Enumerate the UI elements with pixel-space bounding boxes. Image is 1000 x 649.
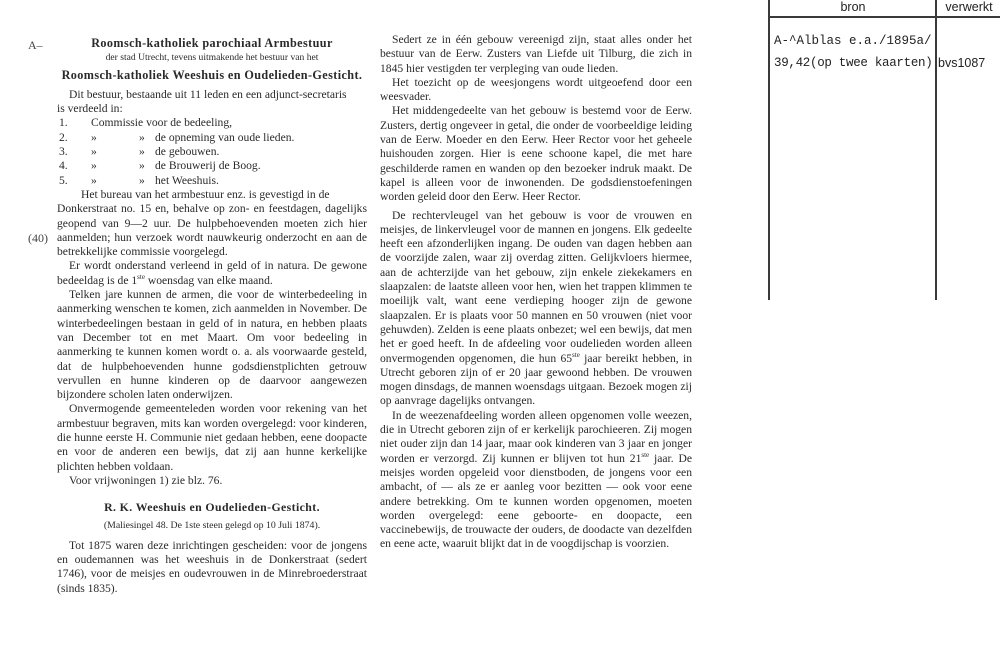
heading-weeshuis: Roomsch-katholiek Weeshuis en Oudelieden-Gesticht. <box>61 67 363 82</box>
paragraph-tot-1875: Tot 1875 waren deze inrichtingen gescheiden: voor de jongens en oudemannen was het weeshuis in de Donkerstraat (sedert 1746), voor de meisjes en oudevrouwen in de Minrebroederstraat (sinds 1835). <box>57 538 367 595</box>
intro-line-2: is verdeeld in: <box>57 102 123 116</box>
table-cell-verwerkt: bvs1087 <box>938 56 986 70</box>
paragraph-rechtervleugel: De rechtervleugel van het gebouw is voor de vrouwen en meisjes, de linkervleugel voor de mannen en jongens. Elk gedeelte heeft een afzonderlijken ingang. De ouden van dagen hebben aan de voorzijde zalen, waar zij overdag zitten. Gelijkvloers hiermee, aan de achterzijde van het gebouw, zijn enkele ziekekamers en slaapzalen: de laatste alleen voor hen, wien het trappen klimmen te moeilijk valt, want eene verdieping hooger zijn de gewone slaapzalen. Er is plaats voor 50 mannen en 50 vrouwen (niet voor gehuwden). Zelden is eene plaats onbezet; wel een bewijs, dat men het er goed heeft. In de afdeeling voor oudelieden worden alleen onvermogenden opgenomen, die hun 65ste jaar bereikt hebben, in Utrecht geboren zijn of er 20 jaar gewoond hebben. De vrouwen mogen dinsdags, de mannen woensdags uitgaan. Bezoek mogen zij op aanvrage dagelijks ontvangen. <box>380 208 692 408</box>
table-cell-bron-line-2: 39,42(op twee kaarten) <box>774 56 933 70</box>
section-title-weeshuis: R. K. Weeshuis en Oudelieden-Gesticht. <box>104 500 320 515</box>
commission-list <box>57 116 367 187</box>
section-subtitle-maliesingel: (Maliesingel 48. De 1ste steen gelegd op 10 Juli 1874). <box>103 519 321 531</box>
column-header-bron: bron <box>840 0 866 14</box>
table-header-rule <box>768 16 1000 18</box>
page-reference-note: (40) <box>28 231 48 245</box>
list-item: 5. » » het Weeshuis. <box>59 173 219 187</box>
table-cell-bron-line-1: A-^Alblas e.a./1895a/ <box>774 34 932 48</box>
left-text-column <box>57 36 367 596</box>
paragraph-weezenafdeeling: In de weezenafdeeling worden alleen opgenomen volle weezen, die in Utrecht geboren zijn of er kerkelijk parochieeren. Zij mogen niet ouder zijn dan 14 jaar, maar ook kinderen van 3 jaar en jonger worden er verzorgd. Zij kunnen er blijven tot hun 21ste jaar. De meisjes worden opgeleid voor dienstboden, de jongens voor een ambacht, of — als ze er aanleg voor bezitten — ook voor eene andere betrekking. Om te kunnen worden opgenomen, moeten worden overgelegd: eene geboorte- en doopacte, een vaccinebewijs, de trouwacte der ouders, de doodacte van dezelfden en eene acte, waaruit blijkt dat in de voogdijschap is voorzien. <box>380 408 692 551</box>
table-border-left <box>768 0 770 300</box>
paragraph-vrijwoningen: Voor vrijwoningen 1) zie blz. 76. <box>69 473 223 487</box>
paragraph-sedert: Sedert ze in één gebouw vereenigd zijn, staat alles onder het bestuur van de Eerw. Zusters van Liefde uit Tilburg, die zich in 1845 hier vestigden ter verpleging van oude lieden. <box>380 33 692 75</box>
paragraph-onderstand: Er wordt onderstand verleend in geld of in natura. De gewone bedeeldag is de 1ste woensdag van elke maand. <box>57 259 367 287</box>
paragraph-middengedeelte: Het middengedeelte van het gebouw is bestemd voor de Eerw. Zusters, dertig ongeveer in getal, die onder de voorbeeldige leiding van de Eerw. Moeder en den Eerw. Heer Rector voor het geheele huishouden zorgen. Hier is eene schoone kapel, die met hare geschilderde ramen en wanden op den bezoeker indruk maakt. De kapel is alleen voor de inwonenden. De godsdienstoefeningen worden geleid door den Eerw. Heer Rector. <box>380 104 692 204</box>
paragraph-winterbedeeling: Telken jare kunnen de armen, die voor de winterbedeeling in aanmerking wenschen te komen, zich aanmelden in November. De winterbedeelingen bestaan in geld of in natura, en hebben plaats van December tot en met Maart. Om voor bedeeling in aanmerking te kunnen komen wordt o. a. als voorwaarde gesteld, dat de hulpbehoevenden hunne godsdienstplichten getrouw vervullen en hunne kinderen op de daarvoor aangewezen bijzondere scholen laten onderwijzen. <box>57 288 367 402</box>
section-marker: A– <box>28 38 43 52</box>
paragraph-begraven: Onvermogende gemeenteleden worden voor rekening van het armbestuur begraven, mits kan worden overgelegd: voor kinderen, die hunne eerste H. Communie niet gedaan hebben, eene doopacte en voor de anderen een bewijs, dat zij aan hunne kerkelijke plichten hebben voldaan. <box>57 402 367 473</box>
list-item: 1. Commissie voor de bedeeling, <box>59 116 233 130</box>
list-item: 4. » » de Brouwerij de Boog. <box>59 159 261 173</box>
paragraph-bureau-first-line: Het bureau van het armbestuur enz. is gevestigd in de <box>81 187 330 201</box>
intro-line-1: Dit bestuur, bestaande uit 11 leden en een adjunct-secretaris <box>69 87 347 101</box>
paragraph-toezicht: Het toezicht op de weesjongens wordt uitgeoefend door een weesvader. <box>380 75 692 104</box>
right-text-column <box>380 33 692 552</box>
column-header-verwerkt: verwerkt <box>945 0 993 14</box>
list-item: 3. » » de gebouwen. <box>59 145 220 159</box>
heading-subtitle: der stad Utrecht, tevens uitmakende het bestuur van het <box>105 52 319 64</box>
paragraph-bureau: Donkerstraat no. 15 en, behalve op zon- en feestdagen, dagelijks geopend van 9—2 uur. De hulpbehoevenden moeten zich hier aanmelden; hun verzoek wordt nauwkeurig onderzocht en aan de betrekkelijke commissie voorgelegd. <box>57 202 367 259</box>
heading-armbestuur: Roomsch-katholiek parochiaal Armbestuur <box>91 36 333 50</box>
table-column-divider <box>935 0 937 300</box>
list-item: 2. » » de opneming van oude lieden. <box>59 130 295 144</box>
